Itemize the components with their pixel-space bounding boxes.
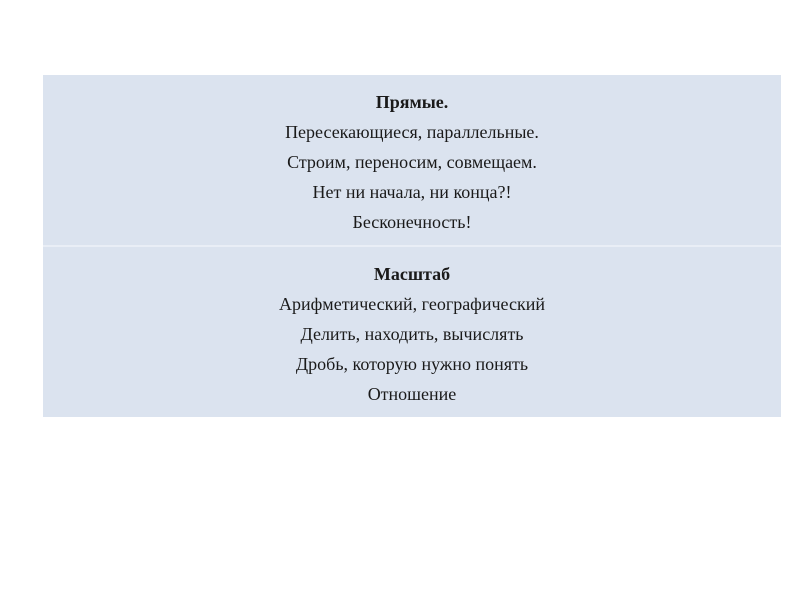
row-title: Масштаб — [373, 264, 451, 284]
row-line: Строим, переносим, совмещаем. — [287, 152, 537, 172]
row-title: Прямые. — [375, 92, 449, 112]
row-line: Пересекающиеся, параллельные. — [285, 122, 539, 142]
row-line: Арифметический, географический — [279, 294, 545, 314]
content-table — [43, 75, 781, 417]
table-row-lines — [43, 75, 781, 245]
table-row-scale — [43, 245, 781, 417]
row-line: Отношение — [367, 384, 457, 404]
row-line: Делить, находить, вычислять — [300, 324, 524, 344]
row-line: Дробь, которую нужно понять — [295, 354, 529, 374]
row-line: Нет ни начала, ни конца?! — [312, 182, 512, 202]
row-line: Бесконечность! — [352, 212, 472, 232]
